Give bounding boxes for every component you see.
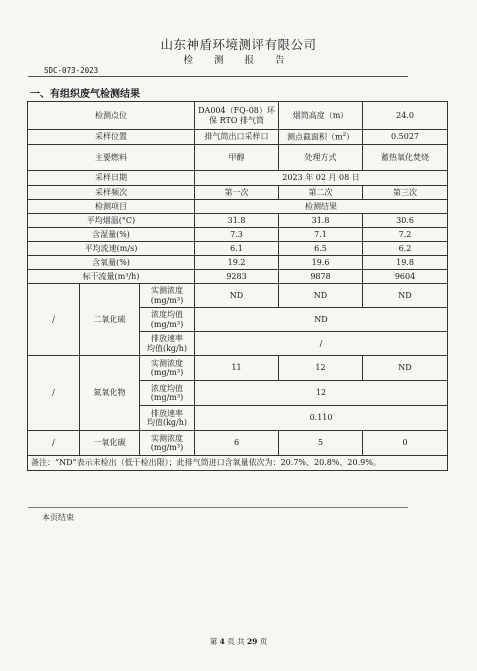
table-row — [28, 456, 448, 471]
co-measured: 5 — [279, 431, 363, 456]
param-value: 19.8 — [363, 256, 448, 270]
param-value: 19.6 — [279, 256, 363, 270]
table-row — [28, 356, 448, 381]
document-number: SDC-073-2023 — [44, 66, 99, 75]
nox-average: 12 — [195, 381, 448, 406]
end-divider — [28, 507, 408, 508]
table-row — [28, 145, 448, 171]
table-row — [28, 431, 448, 456]
param-label: 含湿量(%) — [28, 228, 195, 242]
table-row — [28, 270, 448, 284]
param-value: 9283 — [195, 270, 279, 284]
total-pages-number: 29 — [246, 637, 258, 646]
table-row — [28, 130, 448, 145]
metric-label: 实测浓度 (mg/m³) — [140, 431, 195, 456]
metric-label: 排放速率 均值(kg/h) — [140, 332, 195, 356]
treatment-label: 处理方式 — [279, 145, 363, 171]
report-subtitle: 检 测 报 告 — [183, 55, 294, 66]
company-name: 山东神盾环境测评有限公司 — [160, 37, 317, 52]
table-row — [28, 214, 448, 228]
fuel-value: 甲醇 — [195, 145, 279, 171]
nox-name: 氮氧化物 — [80, 356, 140, 431]
table-row — [28, 256, 448, 270]
location-value: 排气筒出口采样口 — [195, 130, 279, 145]
date-label: 采样日期 — [28, 171, 195, 186]
metric-label: 浓度均值 (mg/m³) — [140, 308, 195, 332]
stack-height-label: 烟筒高度（m） — [279, 102, 363, 130]
so2-average: ND — [195, 308, 448, 332]
nox-rate: 0.110 — [195, 406, 448, 431]
nox-measured: 12 — [279, 356, 363, 381]
table-row — [28, 242, 448, 256]
so2-slash: / — [28, 284, 80, 356]
point-label: 检测点位 — [28, 102, 195, 130]
emission-results-table — [27, 101, 448, 471]
param-label: 平均烟温(°C) — [28, 214, 195, 228]
metric-label: 排放速率 均值(kg/h) — [140, 406, 195, 431]
area-value: 0.5027 — [363, 130, 448, 145]
co-name: 一氧化碳 — [80, 431, 140, 456]
table-row — [28, 284, 448, 308]
area-label: 测点截面积$(m^2)$ — [279, 130, 363, 145]
param-value: 9878 — [279, 270, 363, 284]
co-measured: 6 — [195, 431, 279, 456]
param-value: 7.1 — [279, 228, 363, 242]
freq-label: 采样频次 — [28, 186, 195, 200]
result-label: 检测结果 — [195, 200, 448, 214]
fuel-label: 主要燃料 — [28, 145, 195, 171]
treatment-value: 蓄热氧化焚烧 — [363, 145, 448, 171]
nox-slash: / — [28, 356, 80, 431]
table-row — [28, 200, 448, 214]
metric-label: 实测浓度 (mg/m³) — [140, 356, 195, 381]
table-row — [28, 171, 448, 186]
param-value: 6.1 — [195, 242, 279, 256]
so2-measured: ND — [195, 284, 279, 308]
location-label: 采样位置 — [28, 130, 195, 145]
table-row — [28, 228, 448, 242]
co-measured: 0 — [363, 431, 448, 456]
param-value: 7.3 — [195, 228, 279, 242]
item-label: 检测项目 — [28, 200, 195, 214]
param-value: 7.2 — [363, 228, 448, 242]
param-value: 19.2 — [195, 256, 279, 270]
param-value: 6.5 — [279, 242, 363, 256]
metric-label: 浓度均值 (mg/m³) — [140, 381, 195, 406]
param-value: 31.8 — [279, 214, 363, 228]
so2-measured: ND — [279, 284, 363, 308]
table-note: 备注：“ND”表示未检出（低于检出限）；此排气筒进口含氧量依次为：20.7%、20.8%、20.9%。 — [28, 456, 448, 471]
page-footer: 第 4 页 共 29 页 — [209, 637, 268, 646]
run-1: 第一次 — [195, 186, 279, 200]
date-value: 2023 年 02 月 08 日 — [195, 171, 448, 186]
so2-name: 二氧化硫 — [80, 284, 140, 356]
param-label: 含氧量(%) — [28, 256, 195, 270]
table-row — [28, 102, 448, 130]
param-value: 9604 — [363, 270, 448, 284]
so2-measured: ND — [363, 284, 448, 308]
table-row — [28, 186, 448, 200]
co-slash: / — [28, 431, 80, 456]
param-value: 31.8 — [195, 214, 279, 228]
nox-measured: ND — [363, 356, 448, 381]
header-divider — [28, 76, 408, 77]
param-label: 平均流速(m/s) — [28, 242, 195, 256]
current-page-number: 4 — [219, 637, 225, 646]
nox-measured: 11 — [195, 356, 279, 381]
param-value: 6.2 — [363, 242, 448, 256]
point-value: DA004（FQ-08）环保 RTO 排气筒 — [195, 102, 279, 130]
param-value: 30.6 — [363, 214, 448, 228]
stack-height-value: 24.0 — [363, 102, 448, 130]
param-label: 标干流量(m³/h) — [28, 270, 195, 284]
run-3: 第三次 — [363, 186, 448, 200]
section-title: 一、有组织废气检测结果 — [30, 89, 140, 100]
run-2: 第二次 — [279, 186, 363, 200]
so2-rate: / — [195, 332, 448, 356]
end-of-page-text: 本页结束 — [42, 513, 74, 522]
metric-label: 实测浓度 (mg/m³) — [140, 284, 195, 308]
